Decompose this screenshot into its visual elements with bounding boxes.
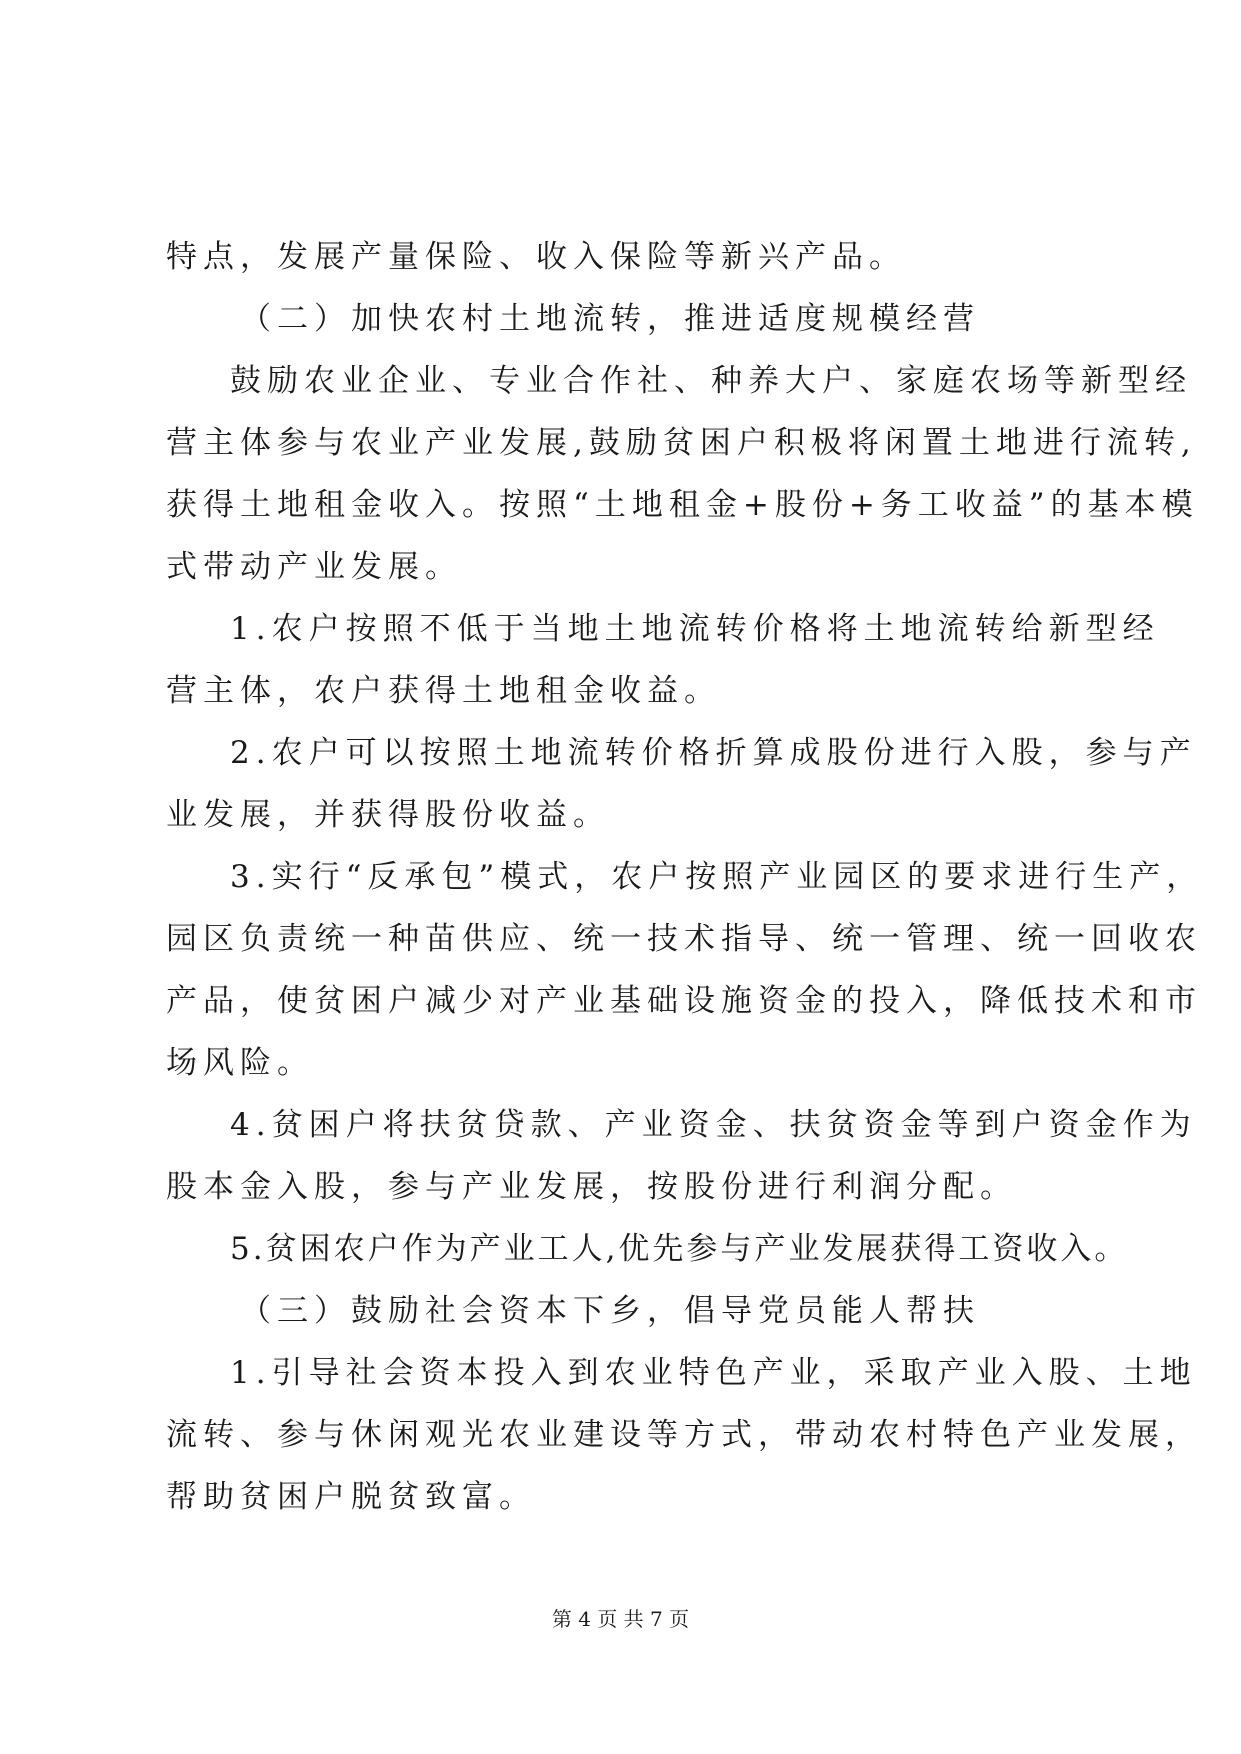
list-item-text: 3.实行“反承包”模式，农户按照产业园区的要求进行生产， <box>230 859 1204 895</box>
section-heading: （三）鼓励社会资本下乡，倡导党员能人帮扶 <box>240 1293 980 1329</box>
text-line: 业发展，并获得股份收益。 <box>166 797 610 833</box>
text-line: 特点，发展产量保险、收入保险等新兴产品。 <box>166 239 906 275</box>
text-line: 帮助贫困户脱贫致富。 <box>166 1479 536 1515</box>
text-line: 式带动产业发展。 <box>166 549 462 585</box>
text-line: 产品，使贫困户减少对产业基础设施资金的投入，降低技术和市 <box>166 983 1202 1019</box>
text-line: 流转、参与休闲观光农业建设等方式，带动农村特色产业发展， <box>166 1417 1202 1453</box>
page-number-footer: 第 4 页 共 7 页 <box>551 1607 690 1631</box>
text-line: 场风险。 <box>166 1045 314 1081</box>
list-item-text: 4.贫困户将扶贫贷款、产业资金、扶贫资金等到户资金作为 <box>230 1107 1197 1143</box>
text-line: 鼓励农业企业、专业合作社、种养大户、家庭农场等新型经 <box>230 363 1192 399</box>
list-item-text: 1.引导社会资本投入到农业特色产业，采取产业入股、土地 <box>230 1355 1197 1391</box>
text-line: 获得土地租金收入。按照“土地租金+股份+务工收益”的基本模 <box>166 487 1199 523</box>
text-line: 园区负责统一种苗供应、统一技术指导、统一管理、统一回收农 <box>166 921 1202 957</box>
text-line: 股本金入股，参与产业发展，按股份进行利润分配。 <box>166 1169 1017 1205</box>
page-body <box>166 226 1204 1528</box>
list-item-text: 2.农户可以按照土地流转价格折算成股份进行入股，参与产 <box>230 735 1197 771</box>
text-line: 营主体，农户获得土地租金收益。 <box>166 673 721 709</box>
text-line: 营主体参与农业产业发展,鼓励贫困户积极将闲置土地进行流转, <box>166 425 1197 461</box>
list-item-text: 5.贫困农户作为产业工人,优先参与产业发展获得工资收入。 <box>230 1231 1129 1267</box>
section-heading: （二）加快农村土地流转，推进适度规模经营 <box>240 301 980 337</box>
list-item-text: 1.农户按照不低于当地土地流转价格将土地流转给新型经 <box>230 611 1160 647</box>
